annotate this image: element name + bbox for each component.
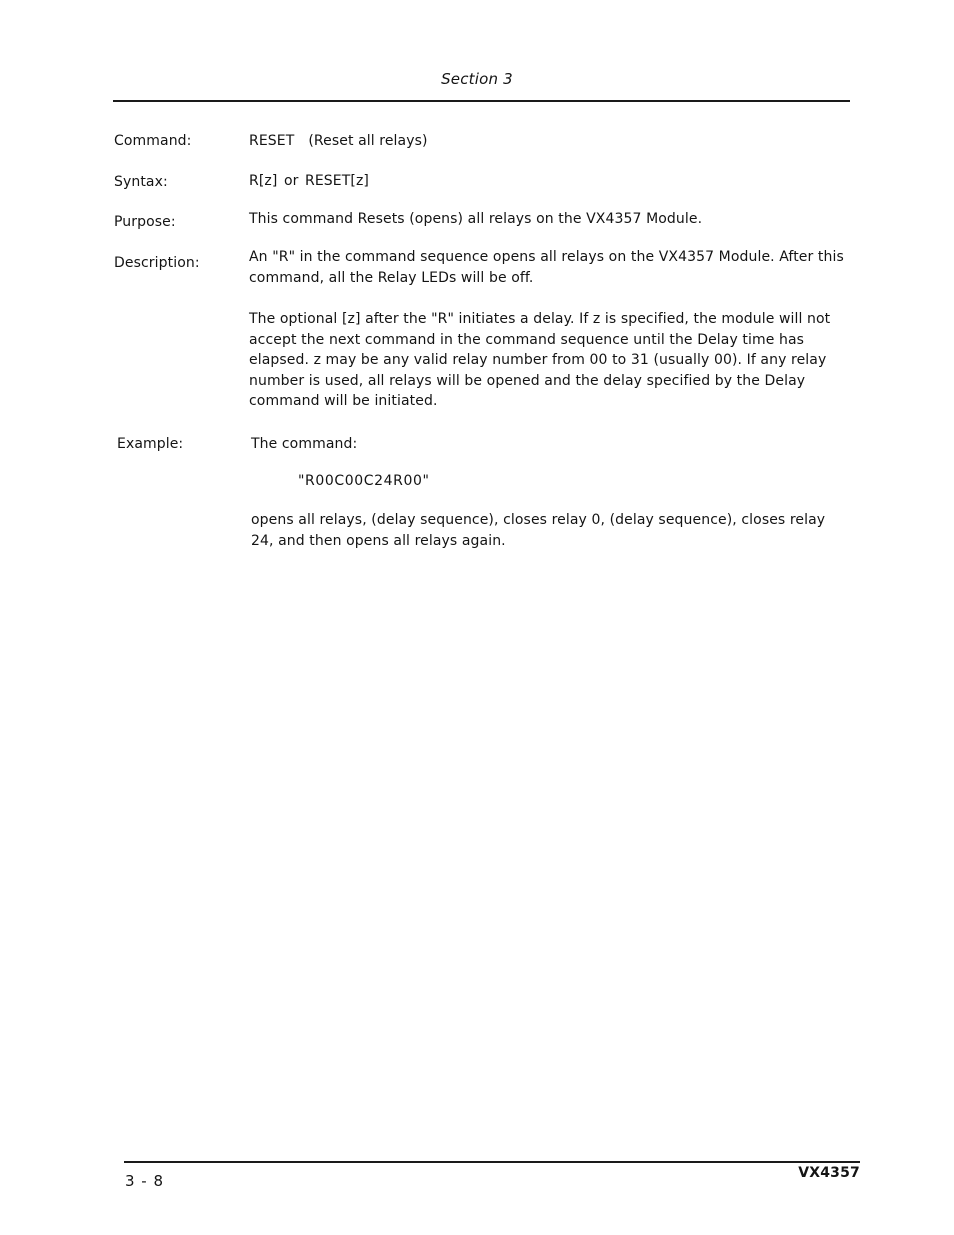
example-label: Example: <box>117 436 184 452</box>
syntax-label: Syntax: <box>114 174 168 190</box>
description-paragraph-2: The optional [z] after the "R" initiates a delay. If z is specified, the module will not accept the next command in the command sequence until the Delay time has elapsed. z may be any valid relay number from 00 to 31 (usually 00). If any relay number is used, all relays will be opened and the delay specified by the Delay command will be initiated. <box>249 311 831 409</box>
command-value-row <box>249 131 849 152</box>
bottom-rule <box>124 1161 860 1163</box>
footer-model-name: VX4357 <box>798 1165 860 1181</box>
purpose-label: Purpose: <box>114 214 176 230</box>
description-label: Description: <box>114 255 200 271</box>
command-value: RESET <box>249 133 295 149</box>
syntax-value: R[z] or RESET[z] <box>249 173 369 189</box>
example-explanation: opens all relays, (delay sequence), closes relay 0, (delay sequence), closes relay 24, and then opens all relays again. <box>251 512 826 549</box>
example-command: "R00C00C24R00" <box>298 473 430 489</box>
page-number: 3 - 8 <box>125 1172 165 1190</box>
top-rule <box>113 100 850 102</box>
section-header: Section 3 <box>441 70 513 88</box>
command-note: (Reset all relays) <box>308 133 428 149</box>
command-label: Command: <box>114 133 192 149</box>
example-intro: The command: <box>251 436 358 452</box>
purpose-text: This command Resets (opens) all relays on the VX4357 Module. <box>249 211 703 227</box>
description-paragraph-1: An "R" in the command sequence opens all relays on the VX4357 Module. After this command, all the Relay LEDs will be off. <box>249 249 844 286</box>
